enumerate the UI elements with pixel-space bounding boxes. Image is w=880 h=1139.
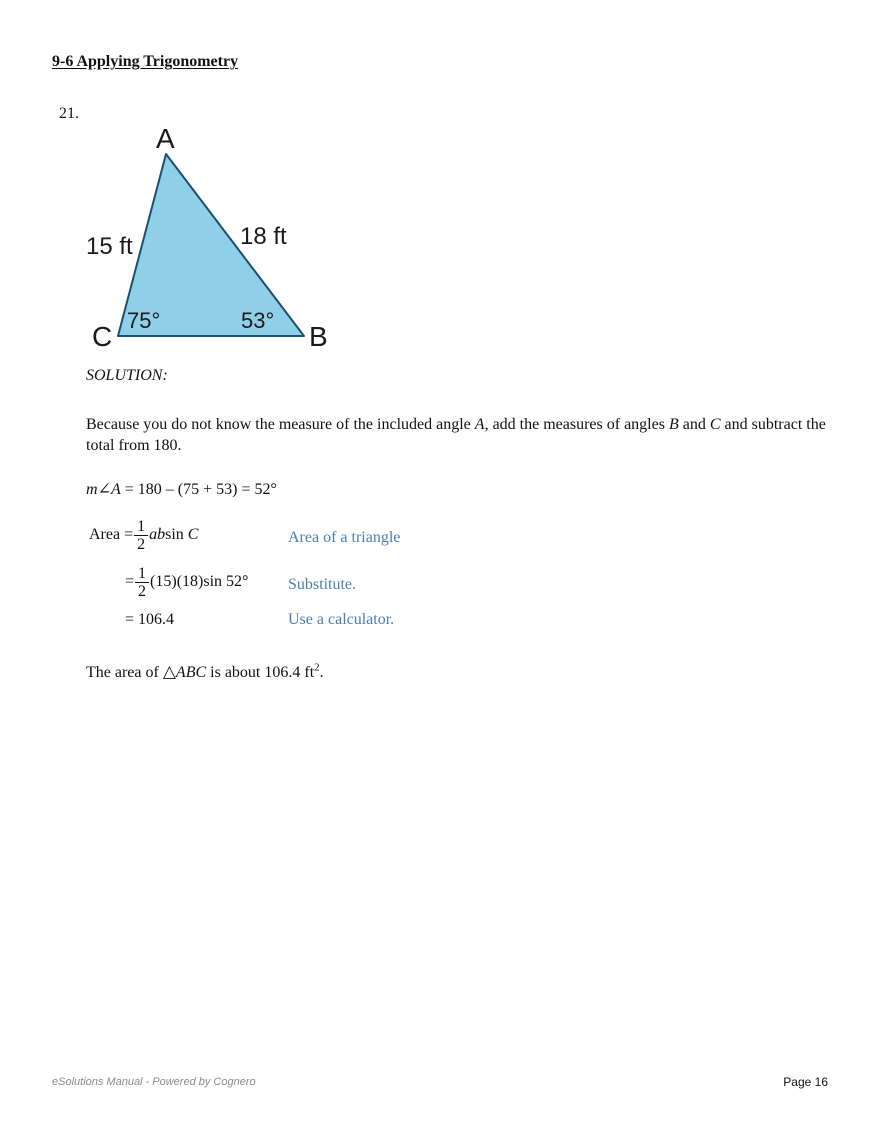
conclusion-text (86, 662, 324, 682)
area-label: Area (89, 526, 121, 544)
triangle-figure (80, 120, 340, 355)
equals-sign: = (125, 611, 135, 628)
explanation-part-4: and subtract the total from 180. (86, 416, 826, 454)
solution-explanation (86, 414, 826, 456)
explanation-var-b: B (668, 416, 679, 433)
substitution-step (125, 565, 248, 600)
vertex-a-label: A (156, 123, 175, 154)
fraction-numerator: 1 (135, 565, 149, 583)
fraction-numerator: 1 (134, 518, 148, 536)
conclusion-part-3: . (319, 664, 324, 681)
angle-expression: = 180 – (75 + 53) = 52° (120, 481, 277, 498)
fraction-denominator: 2 (137, 536, 146, 553)
question-number: 21. (59, 105, 79, 122)
explanation-part-3: and (678, 416, 710, 433)
result-step (125, 611, 174, 629)
angle-m: m (86, 481, 98, 498)
fraction-denominator: 2 (138, 583, 147, 600)
explanation-part-2: , add the measures of angles (484, 416, 669, 433)
result-value: 106.4 (138, 611, 175, 628)
angle-equation (86, 479, 277, 499)
section-title: 9-6 Applying Trigonometry (52, 53, 239, 70)
c-variable: C (187, 526, 199, 544)
step-note-substitute: Substitute. (288, 576, 357, 593)
sin-function: sin (165, 526, 188, 544)
ab-variables: ab (149, 526, 166, 544)
exponent: 2 (314, 661, 320, 674)
step-note-formula: Area of a triangle (288, 529, 401, 546)
triangle-name: ABC (175, 664, 207, 681)
explanation-var-a: A (474, 416, 485, 433)
conclusion-part-1: The area of (86, 664, 163, 681)
equals-sign: = (124, 526, 134, 544)
page-number: Page 16 (783, 1075, 828, 1089)
half-fraction (134, 518, 148, 553)
side-ab-label: 18 ft (240, 223, 287, 250)
vertex-b-label: B (309, 321, 328, 352)
triangle-diagram (80, 120, 340, 355)
footer-publisher: eSolutions Manual - Powered by Cognero (52, 1076, 256, 1088)
half-fraction (135, 565, 149, 600)
conclusion-part-2: is about 106.4 ft (206, 664, 315, 681)
side-ac-label: 15 ft (86, 233, 133, 260)
substituted-values: (15)(18)sin 52° (150, 573, 249, 591)
angle-b-label: 53° (241, 308, 275, 333)
angle-symbol: ∠ (97, 481, 111, 498)
explanation-var-c: C (709, 416, 721, 433)
vertex-c-label: C (92, 321, 113, 352)
angle-var: A (110, 481, 121, 498)
solution-label: SOLUTION: (86, 367, 168, 384)
area-formula (89, 518, 198, 553)
step-note-calculator: Use a calculator. (288, 611, 395, 628)
explanation-part-1: Because you do not know the measure of the included angle (86, 416, 475, 433)
triangle-symbol: △ (162, 662, 176, 681)
equals-sign: = (125, 573, 135, 591)
angle-c-label: 75° (127, 308, 161, 333)
